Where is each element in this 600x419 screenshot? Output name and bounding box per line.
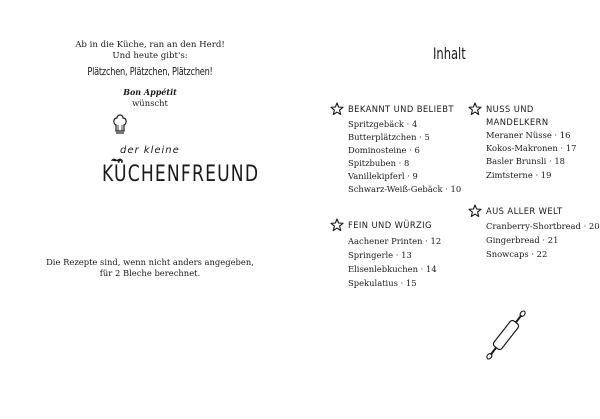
handwritten-headline: Plätzchen, Plätzchen, Plätzchen! — [87, 66, 213, 78]
section-title-line-1: NUSS UND — [486, 104, 534, 114]
toc-entry[interactable]: Aachener Printen · 12 — [348, 236, 442, 246]
star-cookie-icon — [468, 102, 482, 116]
toc-title: Inhalt — [433, 44, 466, 63]
section-title-line-2: MANDELKERN — [486, 117, 549, 127]
toc-entry[interactable]: Snowcaps · 22 — [486, 249, 548, 259]
section-title: AUS ALLER WELT — [486, 206, 563, 216]
toc-section-bekannt — [330, 102, 454, 116]
toc-entry[interactable]: Springerle · 13 — [348, 250, 412, 260]
toc-entry[interactable]: Vanillekipferl · 9 — [348, 171, 418, 181]
logo-der-kleine: der kleine — [120, 145, 180, 156]
note-line-2: für 2 Bleche berechnet. — [99, 268, 201, 278]
toc-section-fein — [330, 218, 432, 232]
toc-section-welt — [468, 204, 562, 218]
toc-section-nuss — [468, 102, 534, 116]
toc-entry[interactable]: Gingerbread · 21 — [486, 235, 559, 245]
toc-entry[interactable]: Elisenlebkuchen · 14 — [348, 264, 437, 274]
bon-appetit: Bon Appétit — [123, 87, 177, 97]
toc-entry[interactable]: Zimtsterne · 19 — [486, 170, 552, 180]
toc-entry[interactable]: Schwarz-Weiß-Gebäck · 10 — [348, 184, 462, 194]
toc-entry[interactable]: Basler Brunsli · 18 — [486, 156, 565, 166]
toc-entry[interactable]: Spekulatius · 15 — [348, 278, 417, 288]
toc-section-nuss-line-2 — [486, 117, 549, 127]
toc-entry[interactable]: Kokos-Makronen · 17 — [486, 143, 577, 153]
toc-entry[interactable]: Butterplätzchen · 5 — [348, 132, 430, 142]
toc-entry[interactable]: Meraner Nüsse · 16 — [486, 130, 571, 140]
toc-entry[interactable]: Cranberry-Shortbread · 20 — [486, 221, 600, 231]
intro-line-2: Und heute gibt's: — [112, 51, 188, 61]
star-cookie-icon — [330, 102, 344, 116]
section-title: BEKANNT UND BELIEBT — [348, 104, 454, 114]
note-line-1: Die Rezepte sind, wenn nicht anders angegeben, — [46, 257, 254, 267]
intro-line-1: Ab in die Küche, ran an den Herd! — [75, 40, 225, 50]
star-cookie-icon — [330, 218, 344, 232]
logo-kuechenfreund: KÜCHENFREUND — [102, 162, 260, 187]
wunscht-text: wünscht — [132, 98, 168, 108]
rolling-pin-icon — [484, 306, 528, 368]
toc-entry[interactable]: Dominosteine · 6 — [348, 145, 420, 155]
star-cookie-icon — [468, 204, 482, 218]
chef-hat-icon — [113, 113, 127, 145]
section-title: FEIN UND WÜRZIG — [348, 220, 432, 230]
toc-entry[interactable]: Spitzbuben · 8 — [348, 158, 410, 168]
toc-entry[interactable]: Spritzgebäck · 4 — [348, 119, 418, 129]
